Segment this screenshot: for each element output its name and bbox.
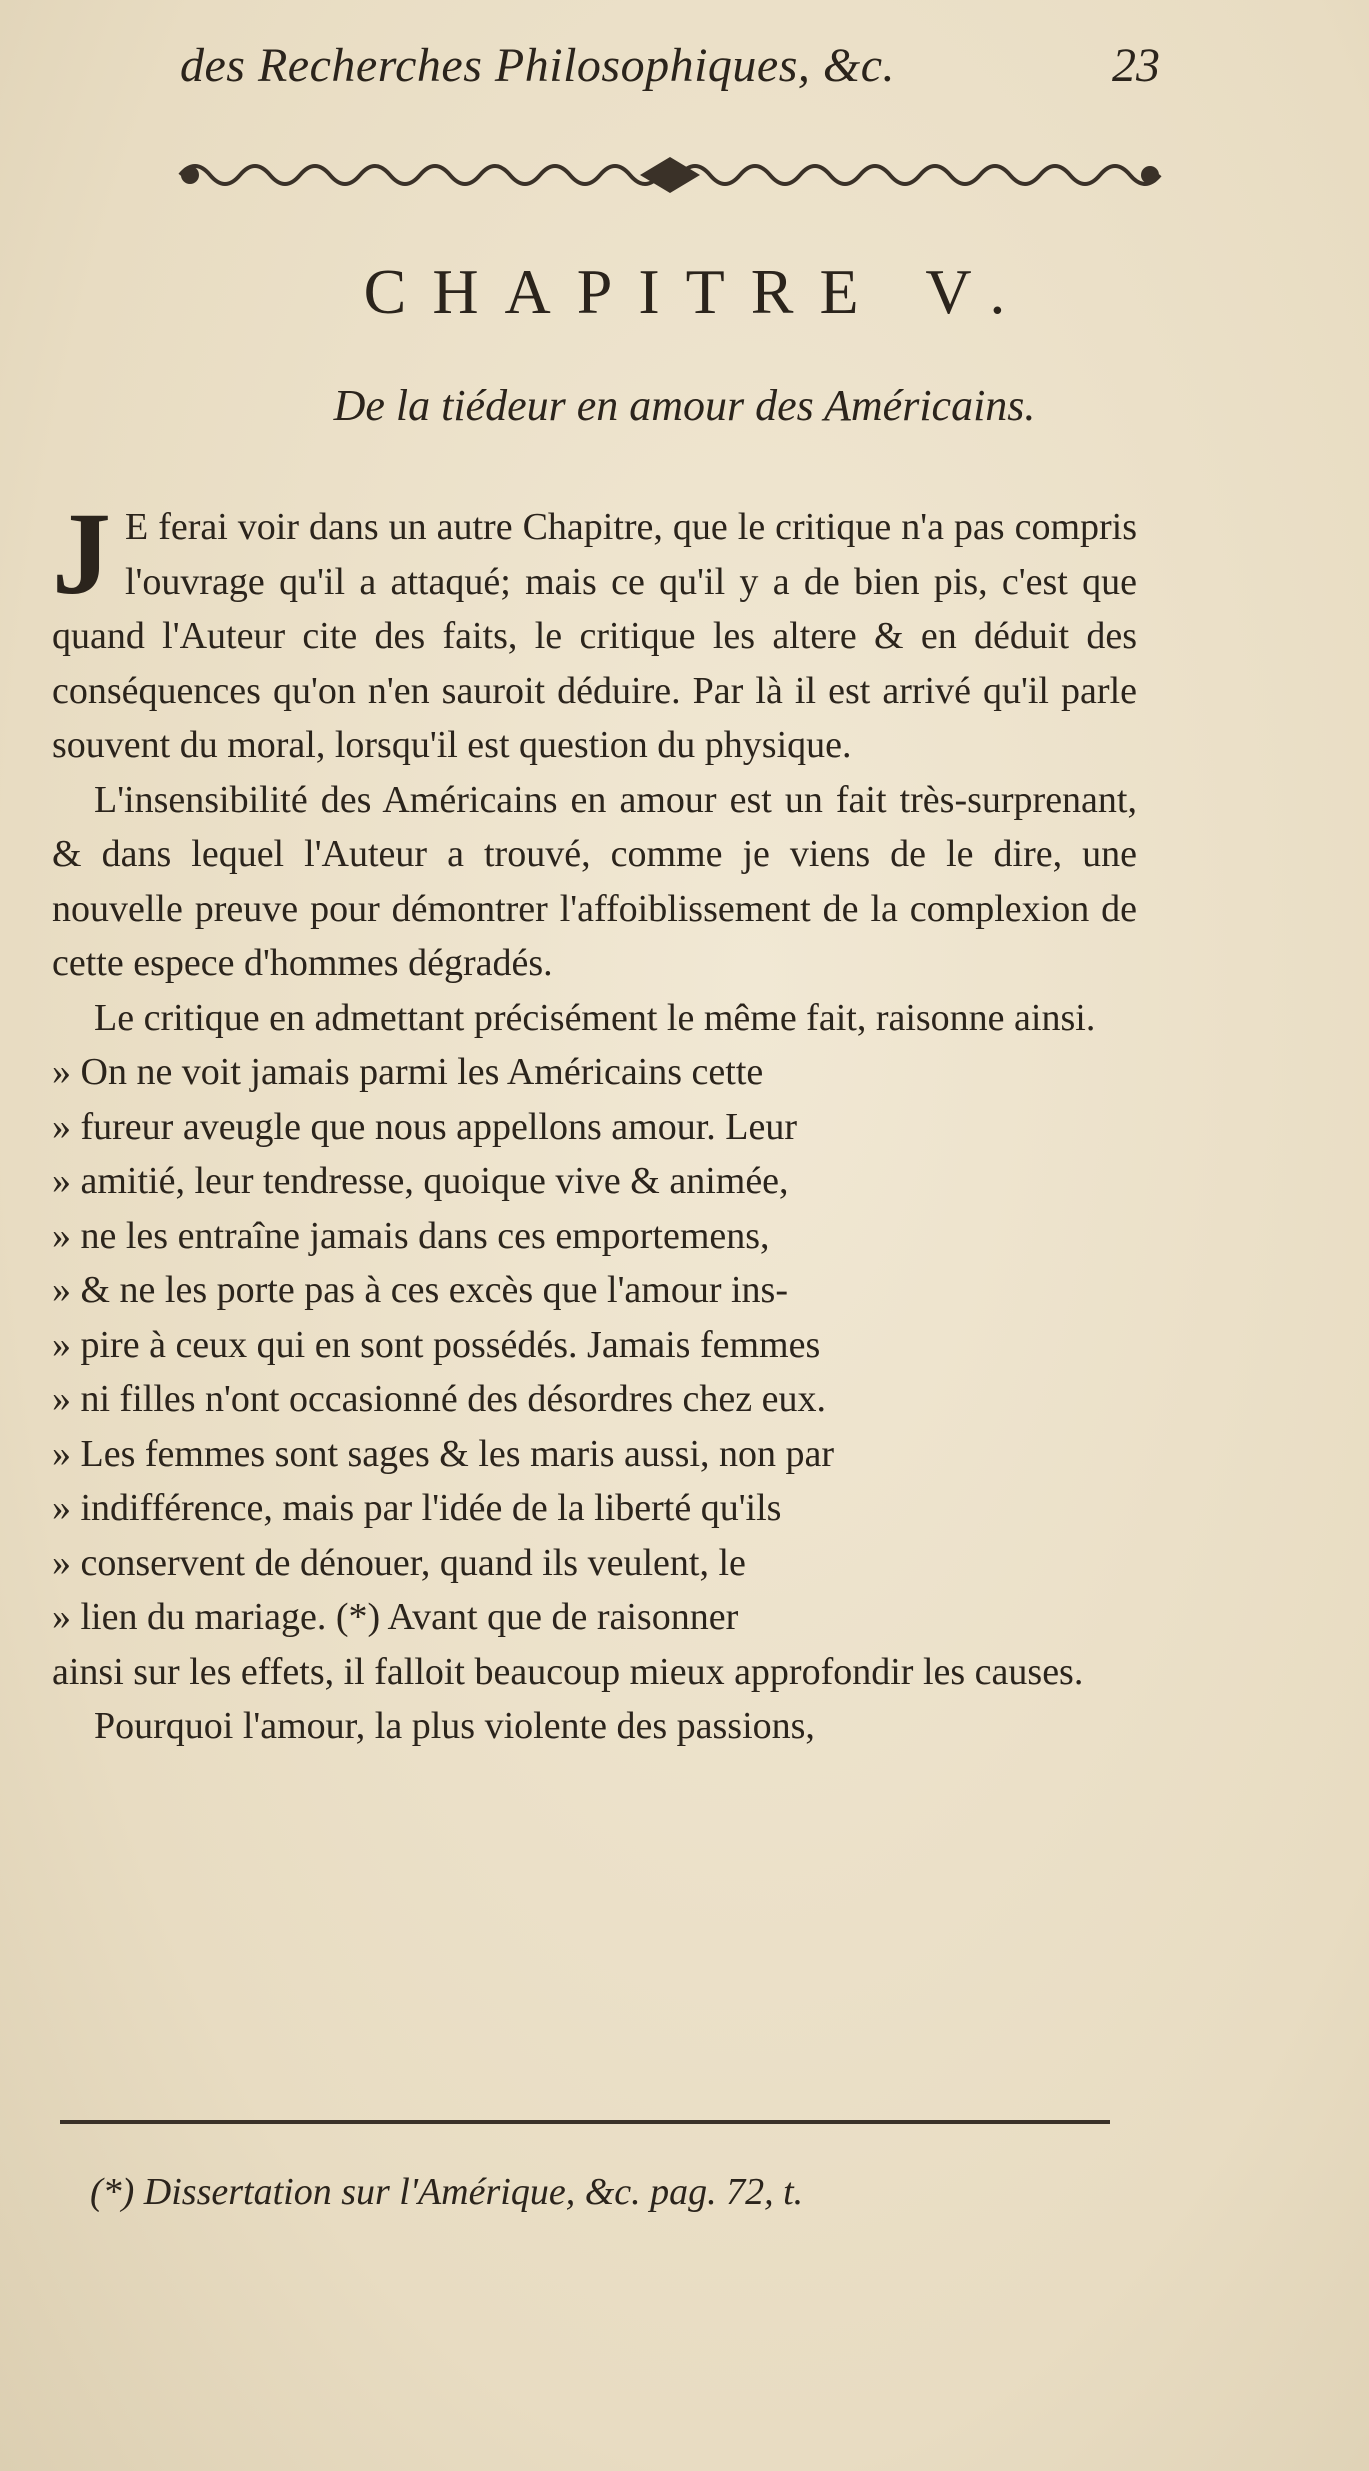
quote-line: » conservent de dénouer, quand ils veulent, le bbox=[52, 1541, 746, 1584]
quote-line: » & ne les porte pas à ces excès que l'amour ins- bbox=[52, 1269, 788, 1311]
page-number: 23 bbox=[1112, 39, 1160, 92]
after-quote-text: ainsi sur les effets, il falloit beaucoup mieux approfondir les causes. bbox=[52, 1650, 1084, 1693]
running-head bbox=[180, 30, 1160, 110]
drop-cap: J bbox=[52, 488, 111, 619]
quotation bbox=[52, 1045, 1137, 1645]
ornamental-border-icon bbox=[170, 150, 1170, 200]
quote-line: » ni filles n'ont occasionné des désordres chez eux. bbox=[52, 1378, 826, 1420]
footnote-divider bbox=[60, 2120, 1110, 2124]
quote-line: » On ne voit jamais parmi les Américains cette bbox=[52, 1051, 764, 1093]
paragraph-1 bbox=[52, 488, 1137, 773]
quote-line: » Les femmes sont sages & les maris aussi, non par bbox=[52, 1432, 835, 1475]
quote-line: » amitié, leur tendresse, quoique vive & animée, bbox=[52, 1160, 789, 1202]
paragraph-1-text: E ferai voir dans un autre Chapitre, que le critique n'a pas compris l'ouvrage qu'il a attaqué; mais ce qu'il y a de bien pis, c'est que quand l'Auteur cite des faits, le critique les altere & en déduit des conséquences qu'on n'en sauroit déduire. Par là il est arrivé qu'il parle souvent du moral, lorsqu'il est question du physique. bbox=[52, 506, 1137, 766]
body-text bbox=[52, 488, 1137, 1754]
footnote: (*) Dissertation sur l'Amérique, &c. pag. 72, t. bbox=[90, 2171, 804, 2213]
quote-line: » fureur aveugle que nous appellons amour. Leur bbox=[52, 1105, 797, 1148]
last-paragraph: Pourquoi l'amour, la plus violente des passions, bbox=[94, 1705, 815, 1747]
quote-line: » pire à ceux qui en sont possédés. Jamais femmes bbox=[52, 1323, 821, 1366]
quote-line: » lien du mariage. (*) Avant que de raisonner bbox=[52, 1596, 739, 1638]
paragraph-2: L'insensibilité des Américains en amour est un fait très-surprenant, & dans lequel l'Auteur a trouvé, comme je viens de le dire, une nouvelle preuve pour démontrer l'affoiblissement de la complexion de cette espece d'hommes dégradés. bbox=[52, 778, 1137, 984]
chapter-heading: CHAPITRE V. bbox=[363, 256, 1032, 327]
running-title: des Recherches Philosophiques, &c. bbox=[180, 39, 896, 92]
chapter-subtitle: De la tiédeur en amour des Américains. bbox=[333, 381, 1036, 430]
quote-line: » indifférence, mais par l'idée de la liberté qu'ils bbox=[52, 1487, 782, 1529]
quote-line: » ne les entraîne jamais dans ces emportemens, bbox=[52, 1214, 770, 1257]
paragraph-3: Le critique en admettant précisément le même fait, raisonne ainsi. bbox=[94, 996, 1096, 1039]
